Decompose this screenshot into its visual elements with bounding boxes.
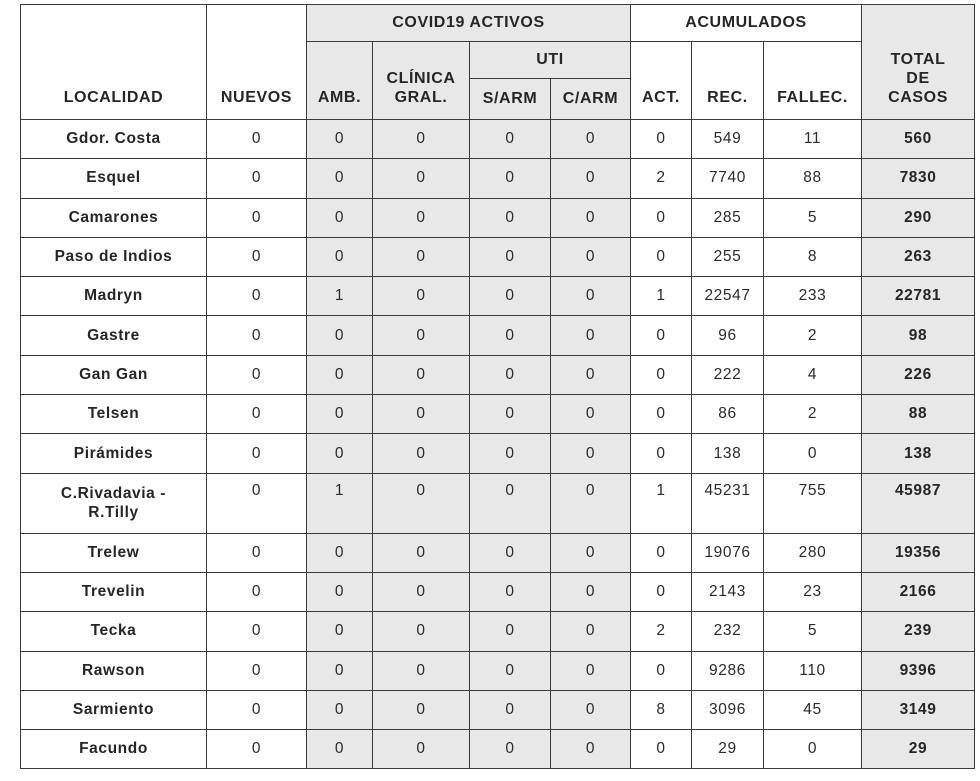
cell-total: 3149 [862,690,975,729]
cell-rec: 29 [692,730,764,769]
cell-fallec: 110 [764,651,862,690]
cell-c-arm: 0 [551,355,631,394]
cell-nuevos: 0 [207,651,307,690]
cell-s-arm: 0 [470,198,551,237]
table-row [21,434,975,473]
cell-clinica: 0 [373,120,470,159]
cell-s-arm: 0 [470,690,551,729]
table-row [21,730,975,769]
cell-amb: 0 [307,612,373,651]
cell-s-arm: 0 [470,730,551,769]
header-uti: UTI [470,42,631,79]
cell-act: 2 [631,612,692,651]
cell-rec: 86 [692,395,764,434]
cell-act: 0 [631,237,692,276]
header-covid-activos: COVID19 ACTIVOS [307,5,631,42]
cell-amb: 0 [307,355,373,394]
table-body [21,120,975,769]
cell-localidad: Gan Gan [21,355,207,394]
cell-clinica: 0 [373,237,470,276]
cell-fallec: 4 [764,355,862,394]
cell-total: 2166 [862,572,975,611]
cell-localidad: Trelew [21,533,207,572]
header-clinica-gral [373,42,470,120]
cell-fallec: 5 [764,612,862,651]
cell-localidad: Madryn [21,277,207,316]
cell-total: 22781 [862,277,975,316]
cell-clinica: 0 [373,651,470,690]
cell-fallec: 280 [764,533,862,572]
header-rec: REC. [692,42,764,120]
cell-s-arm: 0 [470,120,551,159]
cell-c-arm: 0 [551,120,631,159]
cell-amb: 0 [307,159,373,198]
cell-localidad: Gdor. Costa [21,120,207,159]
table-row [21,316,975,355]
cell-clinica: 0 [373,316,470,355]
cell-fallec: 88 [764,159,862,198]
cell-fallec: 0 [764,434,862,473]
cell-act: 8 [631,690,692,729]
cell-localidad: Tecka [21,612,207,651]
cell-fallec: 11 [764,120,862,159]
cell-act: 0 [631,198,692,237]
cell-c-arm: 0 [551,612,631,651]
cell-rec: 96 [692,316,764,355]
cell-amb: 0 [307,198,373,237]
cell-localidad: Telsen [21,395,207,434]
cell-localidad: Facundo [21,730,207,769]
cell-amb: 0 [307,395,373,434]
cell-c-arm: 0 [551,651,631,690]
cell-nuevos: 0 [207,355,307,394]
cell-c-arm: 0 [551,395,631,434]
cell-nuevos: 0 [207,730,307,769]
cell-s-arm: 0 [470,612,551,651]
header-amb: AMB. [307,42,373,120]
cell-total: 29 [862,730,975,769]
cell-amb: 1 [307,277,373,316]
cell-act: 1 [631,473,692,533]
cell-rec: 138 [692,434,764,473]
header-total-line1: TOTAL [890,51,946,68]
cell-localidad: Rawson [21,651,207,690]
table-row [21,473,975,533]
cell-localidad: Pirámides [21,434,207,473]
cell-c-arm: 0 [551,730,631,769]
cell-act: 0 [631,533,692,572]
table-row [21,198,975,237]
cell-nuevos: 0 [207,198,307,237]
cell-clinica: 0 [373,473,470,533]
header-total-line3: CASOS [888,89,948,106]
cell-nuevos: 0 [207,237,307,276]
covid-cases-table [20,4,975,769]
cell-s-arm: 0 [470,277,551,316]
cell-c-arm: 0 [551,533,631,572]
cell-amb: 0 [307,690,373,729]
cell-fallec: 5 [764,198,862,237]
cell-s-arm: 0 [470,316,551,355]
cell-s-arm: 0 [470,237,551,276]
cell-localidad-line2: R.Tilly [88,504,139,522]
table-row [21,277,975,316]
cell-clinica: 0 [373,612,470,651]
header-clinica-line2: GRAL. [394,89,448,106]
cell-c-arm: 0 [551,434,631,473]
cell-amb: 0 [307,316,373,355]
cell-nuevos: 0 [207,395,307,434]
cell-nuevos: 0 [207,277,307,316]
table-row [21,612,975,651]
cell-rec: 255 [692,237,764,276]
cell-rec: 2143 [692,572,764,611]
cell-localidad: Camarones [21,198,207,237]
table-row [21,159,975,198]
cell-rec: 232 [692,612,764,651]
cell-act: 0 [631,395,692,434]
cell-s-arm: 0 [470,473,551,533]
table-row [21,651,975,690]
cell-rec: 549 [692,120,764,159]
cell-nuevos: 0 [207,434,307,473]
cell-rec: 7740 [692,159,764,198]
cell-total: 560 [862,120,975,159]
cell-s-arm: 0 [470,159,551,198]
header-c-arm: C/ARM [551,79,631,120]
cell-total: 88 [862,395,975,434]
cell-clinica: 0 [373,572,470,611]
cell-fallec: 233 [764,277,862,316]
cell-s-arm: 0 [470,395,551,434]
cell-localidad: Esquel [21,159,207,198]
table-row [21,237,975,276]
cell-c-arm: 0 [551,159,631,198]
cell-total: 45987 [862,473,975,533]
cell-total: 290 [862,198,975,237]
cell-amb: 1 [307,473,373,533]
cell-amb: 0 [307,434,373,473]
cell-total: 138 [862,434,975,473]
table-row [21,533,975,572]
header-total-line2: DE [906,70,930,87]
table-row [21,355,975,394]
cell-total: 239 [862,612,975,651]
cell-amb: 0 [307,730,373,769]
cell-amb: 0 [307,237,373,276]
cell-fallec: 0 [764,730,862,769]
cell-total: 19356 [862,533,975,572]
cell-rec: 3096 [692,690,764,729]
cell-rec: 45231 [692,473,764,533]
cell-amb: 0 [307,533,373,572]
cell-clinica: 0 [373,198,470,237]
header-nuevos: NUEVOS [207,5,307,120]
cell-act: 0 [631,730,692,769]
cell-s-arm: 0 [470,533,551,572]
cell-c-arm: 0 [551,572,631,611]
cell-nuevos: 0 [207,690,307,729]
cell-total: 9396 [862,651,975,690]
cell-s-arm: 0 [470,355,551,394]
header-act: ACT. [631,42,692,120]
header-localidad: LOCALIDAD [21,5,207,120]
cell-clinica: 0 [373,690,470,729]
cell-act: 0 [631,355,692,394]
cell-localidad: Trevelin [21,572,207,611]
cell-act: 0 [631,651,692,690]
cell-clinica: 0 [373,277,470,316]
table-row [21,572,975,611]
cell-nuevos: 0 [207,533,307,572]
cell-fallec: 45 [764,690,862,729]
cell-clinica: 0 [373,395,470,434]
cell-clinica: 0 [373,355,470,394]
cell-fallec: 23 [764,572,862,611]
cell-total: 98 [862,316,975,355]
cell-nuevos: 0 [207,316,307,355]
header-s-arm: S/ARM [470,79,551,120]
table-header [21,5,975,120]
cell-total: 226 [862,355,975,394]
cell-localidad [21,473,207,533]
cell-act: 0 [631,434,692,473]
header-total-casos [862,5,975,120]
cell-fallec: 8 [764,237,862,276]
cell-amb: 0 [307,572,373,611]
cell-clinica: 0 [373,730,470,769]
cell-fallec: 755 [764,473,862,533]
cell-rec: 19076 [692,533,764,572]
cell-clinica: 0 [373,434,470,473]
cell-act: 2 [631,159,692,198]
cell-c-arm: 0 [551,198,631,237]
cell-c-arm: 0 [551,277,631,316]
header-fallec: FALLEC. [764,42,862,120]
cell-s-arm: 0 [470,651,551,690]
cell-localidad: Gastre [21,316,207,355]
cell-s-arm: 0 [470,572,551,611]
cell-nuevos: 0 [207,572,307,611]
cell-act: 1 [631,277,692,316]
table-row [21,395,975,434]
cell-nuevos: 0 [207,612,307,651]
cell-amb: 0 [307,651,373,690]
cell-c-arm: 0 [551,316,631,355]
cell-c-arm: 0 [551,473,631,533]
cell-c-arm: 0 [551,237,631,276]
cell-total: 263 [862,237,975,276]
cell-rec: 285 [692,198,764,237]
table-row [21,120,975,159]
cell-act: 0 [631,572,692,611]
cell-c-arm: 0 [551,690,631,729]
cell-localidad-line1: C.Rivadavia - [60,485,167,503]
cell-localidad: Sarmiento [21,690,207,729]
cell-localidad: Paso de Indios [21,237,207,276]
covid-table-container [20,4,975,769]
table-row [21,690,975,729]
cell-rec: 222 [692,355,764,394]
cell-act: 0 [631,120,692,159]
cell-nuevos: 0 [207,473,307,533]
cell-s-arm: 0 [470,434,551,473]
cell-amb: 0 [307,120,373,159]
cell-fallec: 2 [764,395,862,434]
cell-clinica: 0 [373,533,470,572]
cell-total: 7830 [862,159,975,198]
cell-nuevos: 0 [207,159,307,198]
cell-act: 0 [631,316,692,355]
cell-fallec: 2 [764,316,862,355]
cell-clinica: 0 [373,159,470,198]
cell-rec: 22547 [692,277,764,316]
header-clinica-line1: CLÍNICA [386,70,456,87]
header-acumulados: ACUMULADOS [631,5,862,42]
cell-rec: 9286 [692,651,764,690]
cell-nuevos: 0 [207,120,307,159]
